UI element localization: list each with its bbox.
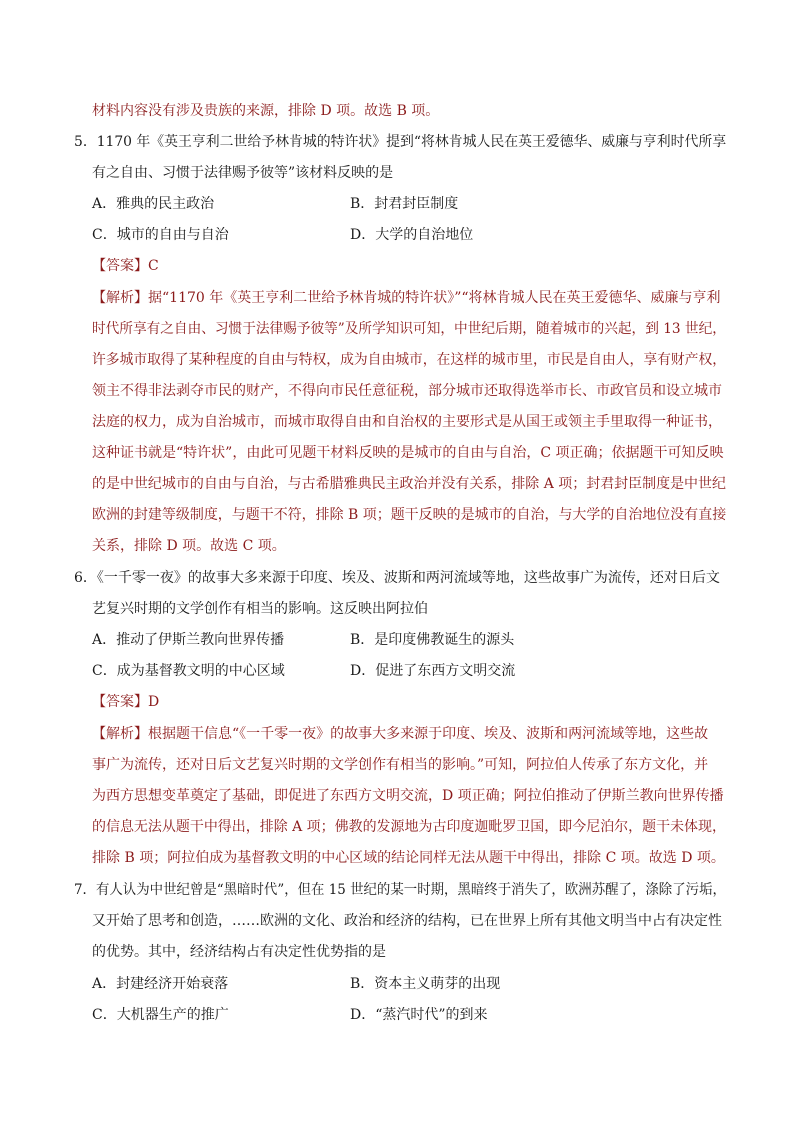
q7-stem-line-1: 7．有人认为中世纪曾是“黑暗时代”，但在 15 世纪的某一时期，黑暗终于消失了，欧洲苏醒了，涤除了污垢， <box>74 882 726 898</box>
q5-answer-tag: 【答案】 <box>92 258 148 274</box>
q6-analysis-line-5: 排除 B 项；阿拉伯成为基督教文明的中心区域的结论同样无法从题干中得出，排除 C 项。故选 D 项。 <box>92 850 725 866</box>
q6-answer-tag: 【答案】 <box>92 694 148 710</box>
q6-stem-line-2: 艺复兴时期的文学创作有相当的影响。这反映出阿拉伯 <box>92 601 428 617</box>
q6-answer-value: D <box>148 694 160 710</box>
q5-answer <box>92 256 159 276</box>
q5-stem-line-1: 5．1170 年《英王亨利二世给予林肯城的特许状》提到“将林肯城人民在英王爱德华、威廉与亨利时代所享 <box>74 134 727 150</box>
q7-stem-line-3: 的优势。其中，经济结构占有决定性优势指的是 <box>92 944 386 960</box>
q7-stem-line-2: 又开始了思考和创造，……欧洲的文化、政治和经济的结构，已在世界上所有其他文明当中占有决定性 <box>92 913 722 929</box>
q7-option-d: D．“蒸汽时代”的到来 <box>350 1007 488 1023</box>
q6-option-b: B．是印度佛教诞生的源头 <box>350 632 515 648</box>
q5-option-a: A．雅典的民主政治 <box>92 196 215 212</box>
previous-analysis-tail: 材料内容没有涉及贵族的来源，排除 D 项。故选 B 项。 <box>92 103 440 119</box>
q7-option-c: C．大机器生产的推广 <box>92 1007 229 1023</box>
q5-option-c: C．城市的自由与自治 <box>92 227 229 243</box>
q6-analysis-line-3: 为西方思想变革奠定了基础，即促进了东西方文明交流，D 项正确；阿拉伯推动了伊斯兰教向世界传播 <box>92 788 724 804</box>
q5-analysis-line-9: 关系，排除 D 项。故选 C 项。 <box>92 538 286 554</box>
q5-analysis-line-8: 欧洲的封建等级制度，与题干不符，排除 B 项；题干反映的是城市的自治，与大学的自治地位没有直接 <box>92 507 727 523</box>
q6-option-a: A．推动了伊斯兰教向世界传播 <box>92 632 285 648</box>
q6-option-d: D．促进了东西方文明交流 <box>350 663 516 679</box>
q5-analysis-text-1: 据“1170 年《英王亨利二世给予林肯城的特许状》”“将林肯城人民在英王爱德华、威廉与亨利 <box>148 290 721 306</box>
q6-analysis-line-2: 事广为流传，还对日后文艺复兴时期的文学创作有相当的影响。”可知，阿拉伯人传承了东方文化，并 <box>92 757 709 773</box>
q6-analysis-line-4: 的信息无法从题干中得出，排除 A 项；佛教的发源地为古印度迦毗罗卫国，即今尼泊尔，题干未体现， <box>92 819 726 835</box>
q5-analysis-line-3: 许多城市取得了某种程度的自由与特权，成为自由城市，在这样的城市里，市民是自由人，享有财产权， <box>92 352 727 368</box>
q6-analysis-tag: 【解析】 <box>92 726 148 742</box>
q6-analysis-text-1: 根据题干信息“《一千零一夜》的故事大多来源于印度、埃及、波斯和两河流域等地，这些故 <box>148 726 709 742</box>
q5-analysis-line-2: 时代所享有之自由、习惯于法律赐予彼等”及所学知识可知，中世纪后期，随着城市的兴起，到 13 世纪， <box>92 321 726 337</box>
q6-stem-line-1: 6．《一千零一夜》的故事大多来源于印度、埃及、波斯和两河流域等地，这些故事广为流传，还对日后文 <box>74 570 720 586</box>
q6-answer <box>92 692 159 712</box>
q5-analysis-line-6: 这种证书就是“特许状”，由此可见题干材料反映的是城市的自由与自治，C 项正确；依据题干可知反映 <box>92 445 724 461</box>
q6-option-c: C．成为基督教文明的中心区域 <box>92 663 285 679</box>
q5-stem-line-2: 有之自由、习惯于法律赐予彼等”该材料反映的是 <box>92 165 394 181</box>
q5-analysis-line-7: 的是中世纪城市的自由与自治，与古希腊雅典民主政治并没有关系，排除 A 项；封君封臣制度是中世纪 <box>92 476 726 492</box>
q7-option-a: A．封建经济开始衰落 <box>92 976 229 992</box>
q5-option-b: B．封君封臣制度 <box>350 196 459 212</box>
q5-analysis-line-1 <box>92 288 721 308</box>
q5-analysis-line-4: 领主不得非法剥夺市民的财产，不得向市民任意征税，部分城市还取得选举市长、市政官员和设立城市 <box>92 383 722 399</box>
q6-analysis-line-1 <box>92 724 708 744</box>
q5-answer-value: C <box>148 258 159 274</box>
q7-option-b: B．资本主义萌芽的出现 <box>350 976 501 992</box>
q5-analysis-tag: 【解析】 <box>92 290 148 306</box>
q5-analysis-line-5: 法庭的权力，成为自治城市，而城市取得自由和自治权的主要形式是从国王或领主手里取得一种证书， <box>92 414 722 430</box>
q5-option-d: D．大学的自治地位 <box>350 227 474 243</box>
